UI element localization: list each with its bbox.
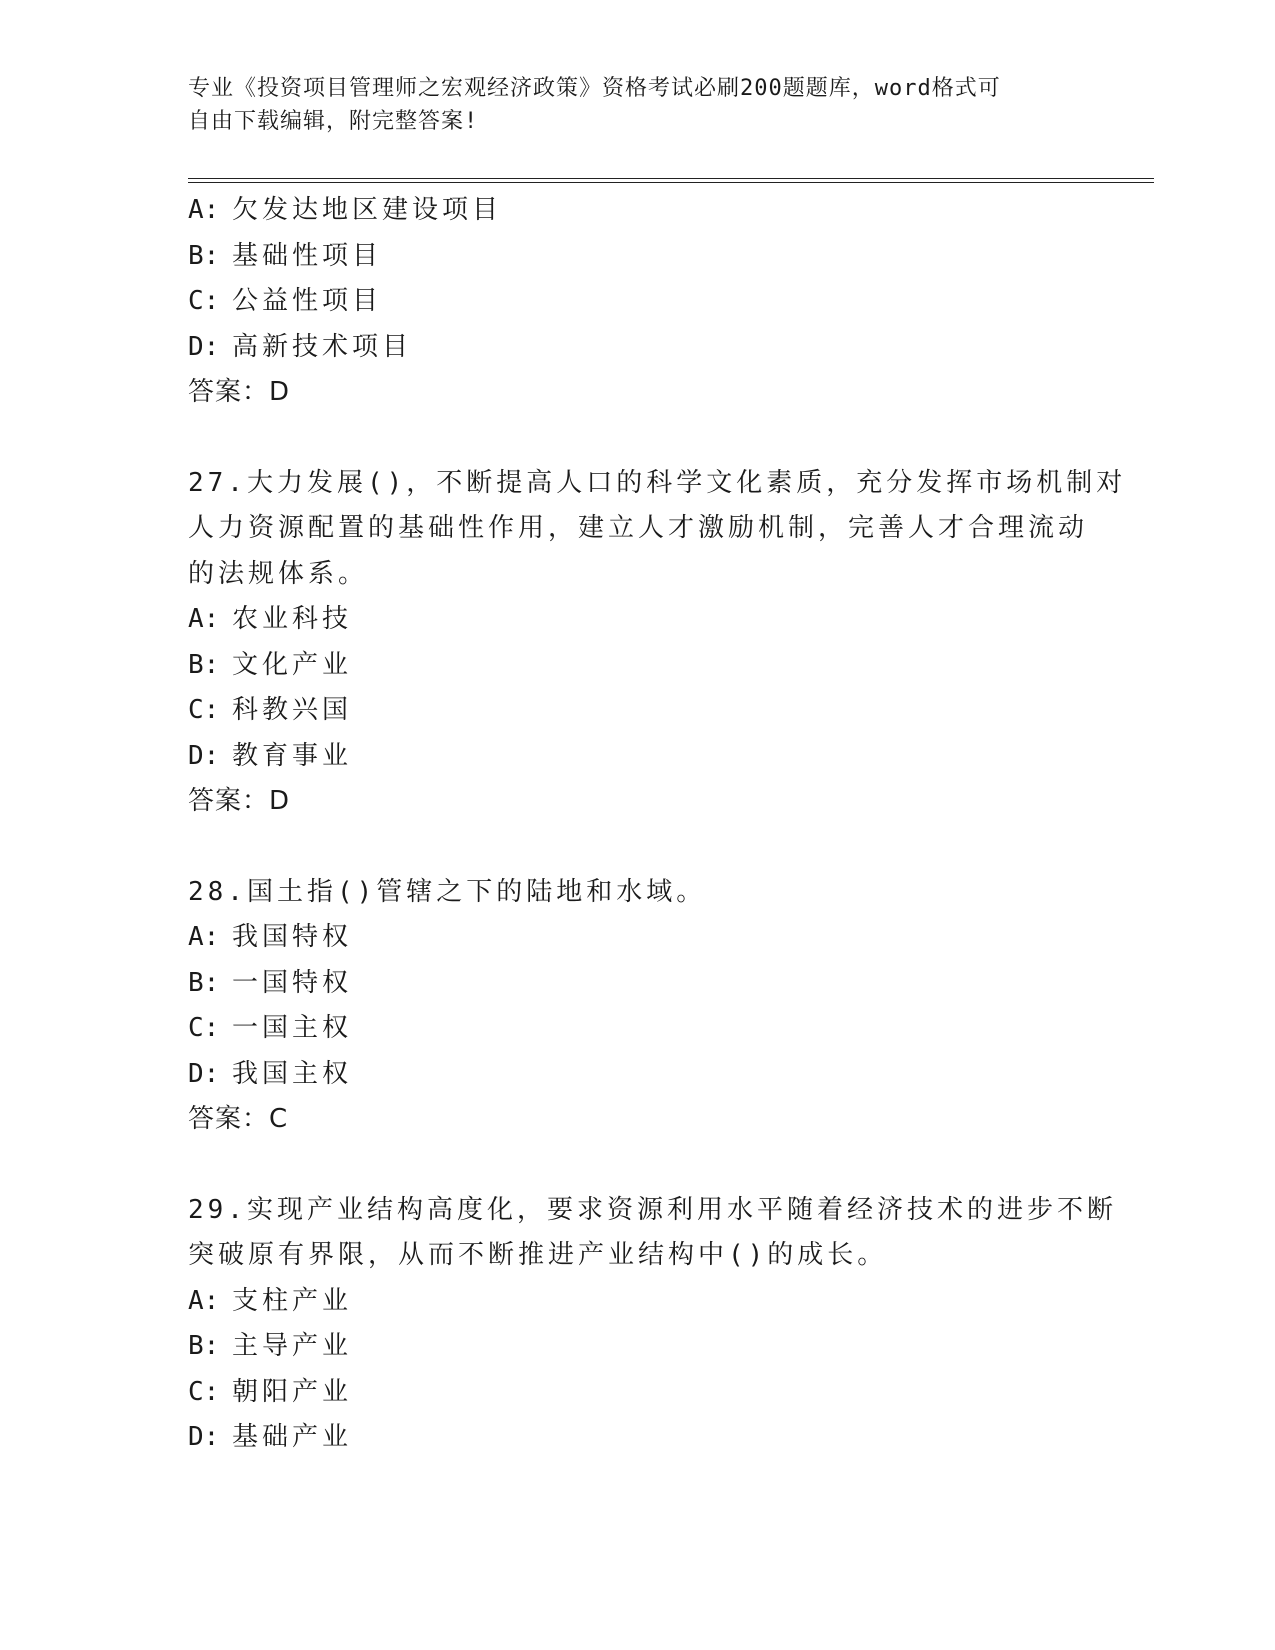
- option-a: A: 支柱产业: [188, 1285, 353, 1316]
- option-b: B: 主导产业: [188, 1331, 353, 1361]
- question-block-28: [188, 870, 1088, 1143]
- answer-line: 答案：D: [188, 377, 291, 407]
- question-list: [188, 188, 1127, 1461]
- option-c: C: 公益性项目: [188, 286, 383, 316]
- question-stem: 28.国土指()管辖之下的陆地和水域。: [188, 876, 707, 907]
- spacer: [188, 1143, 1088, 1188]
- option-c: C: 一国主权: [188, 1013, 353, 1043]
- spacer: [188, 416, 1088, 461]
- option-b: B: 一国特权: [188, 967, 353, 998]
- option-d: D: 高新技术项目: [188, 331, 413, 362]
- option-c: C: 朝阳产业: [188, 1376, 353, 1407]
- option-d: D: 基础产业: [188, 1422, 353, 1452]
- option-d: D: 我国主权: [188, 1058, 353, 1089]
- spacer: [188, 825, 1088, 870]
- question-stem: 29.实现产业结构高度化，要求资源利用水平随着经济技术的进步不断 突破原有界限，从而不断推进产业结构中()的成长。: [188, 1194, 1117, 1270]
- option-a: A: 欠发达地区建设项目: [188, 195, 503, 225]
- answer-line: 答案：C: [188, 1104, 289, 1134]
- question-block-29: [188, 1188, 1117, 1461]
- header-line-1: 专业《投资项目管理师之宏观经济政策》资格考试必刷200题题库，word格式可: [188, 76, 1001, 101]
- question-stem: 27.大力发展()，不断提高人口的科学文化素质，充分发挥市场机制对 人力资源配置的基础性作用，建立人才激励机制，完善人才合理流动 的法规体系。: [188, 467, 1127, 589]
- option-a: A: 农业科技: [188, 604, 353, 634]
- answer-line: 答案：D: [188, 786, 291, 816]
- option-b: B: 文化产业: [188, 649, 353, 680]
- option-b: B: 基础性项目: [188, 240, 383, 271]
- document-header: [188, 72, 1068, 138]
- option-a: A: 我国特权: [188, 922, 353, 952]
- header-divider: [188, 178, 1154, 183]
- question-block-26: [188, 188, 1088, 416]
- option-c: C: 科教兴国: [188, 695, 353, 725]
- option-d: D: 教育事业: [188, 740, 353, 771]
- header-line-2: 自由下载编辑，附完整答案!: [188, 109, 479, 134]
- question-block-27: [188, 461, 1127, 825]
